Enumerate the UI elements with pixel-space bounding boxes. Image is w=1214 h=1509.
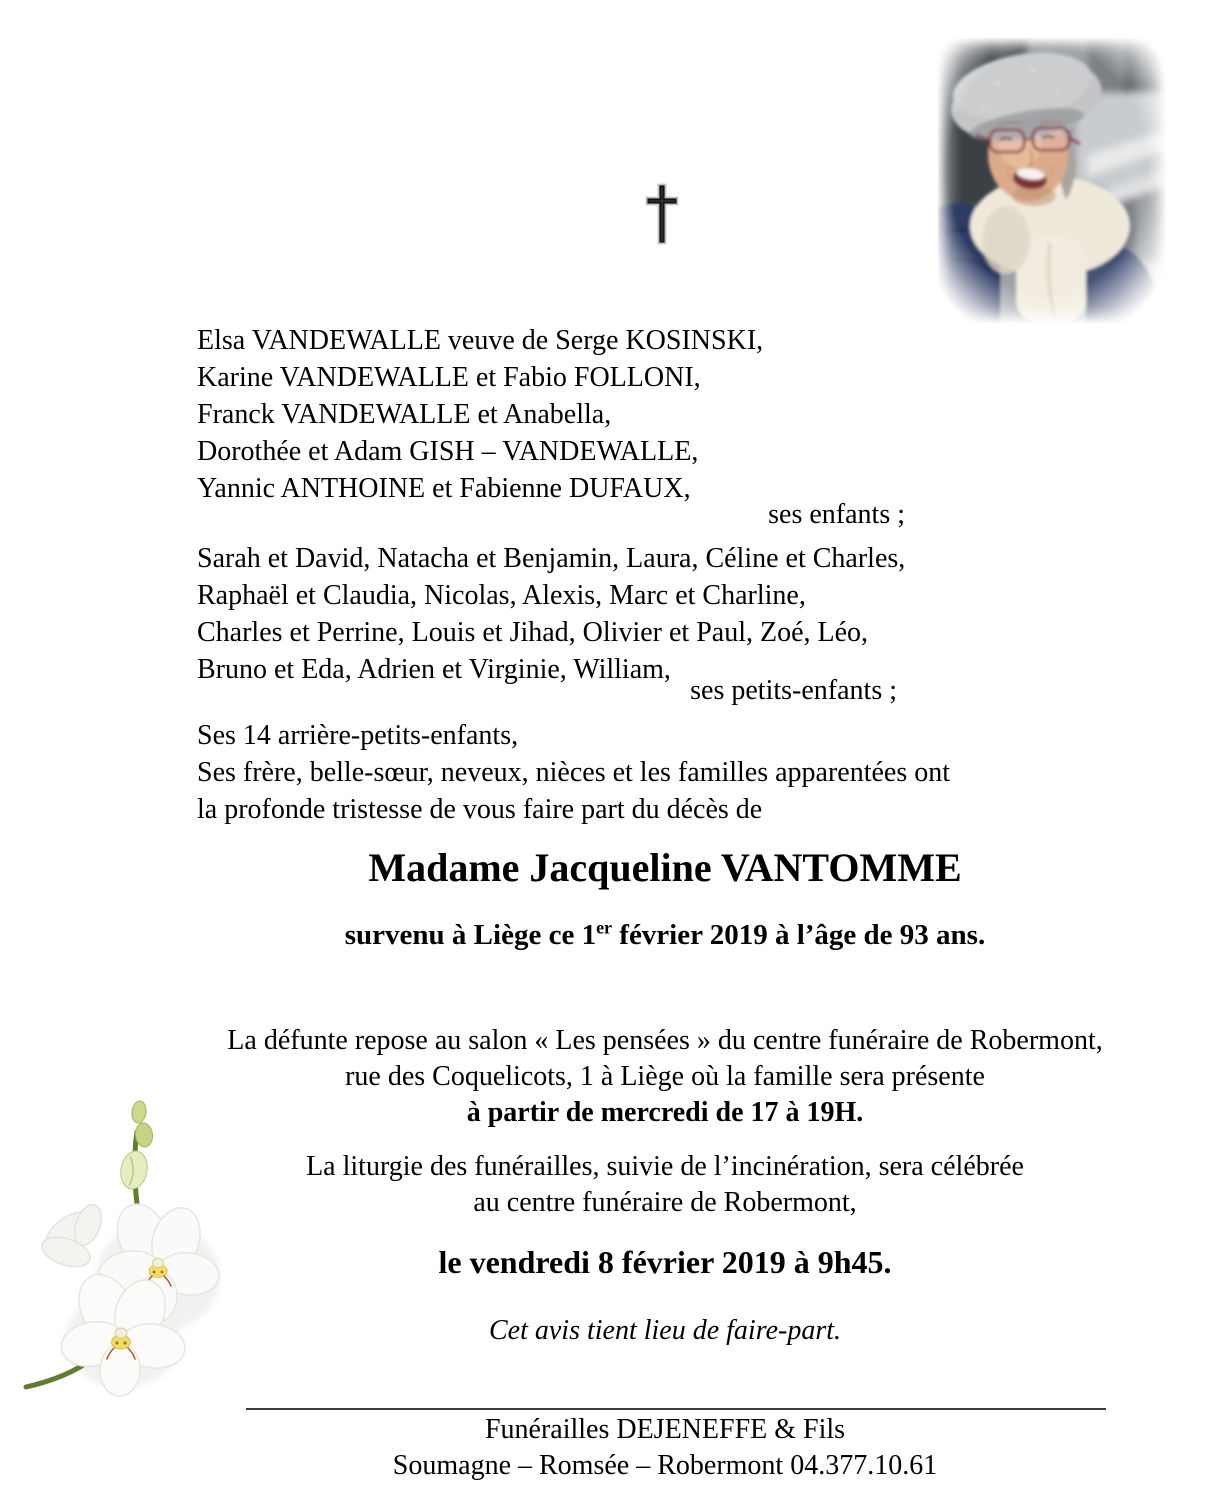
death-details-suffix: février 2019 à l’âge de 93 ans. [612,919,986,951]
family-line: Dorothée et Adam GISH – VANDEWALLE, [197,436,699,467]
grandchildren-names-block [197,540,1133,688]
footer-divider [246,1408,1106,1410]
portrait-photo-art [938,38,1166,323]
family-line: Charles et Perrine, Louis et Jihad, Olivier et Paul, Zoé, Léo, [197,617,869,648]
family-line: Bruno et Eda, Adrien et Virginie, William, [197,654,671,685]
family-line: Yannic ANTHOINE et Fabienne DUFAUX, [197,473,691,504]
latin-cross-icon [645,183,679,245]
visitation-line: rue des Coquelicots, 1 à Liège où la famille sera présente [345,1061,985,1092]
death-details-prefix: survenu à Liège ce 1 [344,919,597,951]
funeral-home-block [197,1412,1133,1484]
family-line: Raphaël et Claudia, Nicolas, Alexis, Marc et Charline, [197,580,806,611]
great-grandchildren-line: Ses 14 arrière-petits-enfants, [197,720,519,751]
children-label: ses enfants ; [768,499,905,530]
relatives-line: Ses frère, belle-sœur, neveux, nièces et les familles apparentées ont [197,757,951,788]
funeral-home-name: Funérailles DEJENEFFE & Fils [484,1414,846,1445]
grandchildren-label: ses petits-enfants ; [690,675,897,706]
ordinal-superscript: er [596,917,613,938]
visitation-block [197,1023,1133,1131]
closing-family-block [197,717,1133,828]
visitation-line: La défunte repose au salon « Les pensées » du centre funéraire de Robermont, [227,1025,1103,1056]
latin-cross-glyph [645,183,679,245]
ceremony-line: au centre funéraire de Robermont, [473,1187,857,1218]
visitation-hours-line: à partir de mercredi de 17 à 19H. [466,1097,864,1128]
orchid-art [8,1082,276,1407]
family-line: Sarah et David, Natacha et Benjamin, Laura, Céline et Charles, [197,543,906,574]
ceremony-line: La liturgie des funérailles, suivie de l’incinération, sera célébrée [306,1151,1024,1182]
deceased-name: Madame Jacqueline VANTOMME [368,845,962,890]
funeral-home-locations: Soumagne – Romsée – Robermont 04.377.10.61 [392,1450,938,1481]
ceremony-block [197,1149,1133,1221]
family-line: Franck VANDEWALLE et Anabella, [197,399,612,430]
family-line: Karine VANDEWALLE et Fabio FOLLONI, [197,362,701,393]
children-names-block [197,322,1133,507]
death-details-line [197,915,1133,955]
orchid-flower-image [8,1082,276,1407]
announcement-line: la profonde tristesse de vous faire part du décès de [197,794,763,825]
ceremony-date-line: le vendredi 8 février 2019 à 9h45. [438,1244,892,1280]
portrait-photo [938,38,1166,323]
notice-line: Cet avis tient lieu de faire-part. [488,1315,841,1346]
family-line: Elsa VANDEWALLE veuve de Serge KOSINSKI, [197,325,764,356]
